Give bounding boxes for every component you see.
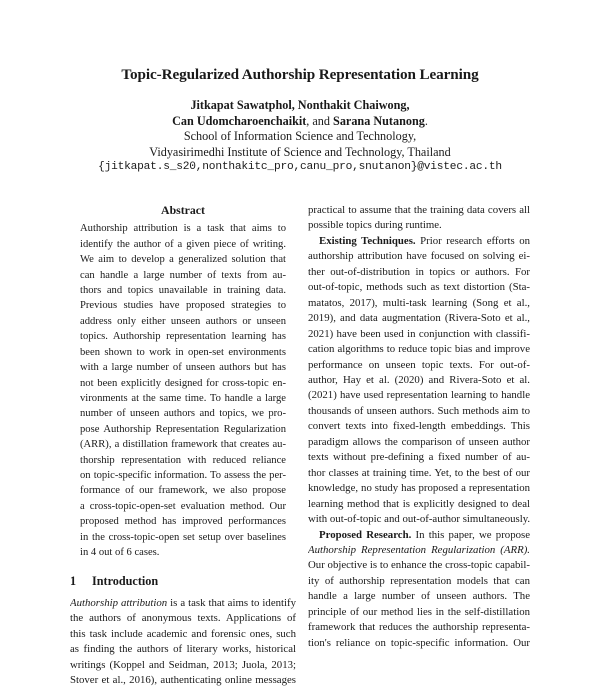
abstract-line: number of unseen authors and topics, we pro- [80, 408, 286, 420]
body-line: 2021) have been used in conjunction with classifi- [308, 327, 530, 340]
author-block [0, 98, 600, 176]
abstract-line: a cross-topic-open-set evaluation method. Our [80, 500, 286, 512]
author-name: Sarana Nutanong [333, 113, 425, 128]
authors-line-1: Jitkapat Sawatphol, Nonthakit Chaiwong, [190, 98, 410, 112]
body-line: convert texts into fixed-length embeddings. This [308, 420, 530, 433]
abstract-line: thors and topics unavailable in training data. [80, 285, 286, 297]
authors-line-2 [0, 114, 600, 130]
abstract-line: can handle a large number of texts from au- [80, 269, 286, 281]
abstract-line: formance of our framework, we also propose [80, 485, 286, 497]
author-separator: , and [306, 113, 334, 128]
abstract-line: thorship representation with reduced reliance [80, 454, 286, 466]
left-column [70, 203, 296, 689]
abstract-line: address only either unseen authors or unseen [80, 315, 286, 327]
affiliation-line-2: Vidyasirimedhi Institute of Science and Technology, Thailand [149, 144, 451, 159]
abstract-line: (ARR), a distillation framework that creates au- [80, 439, 286, 451]
intro-line: writings (Koppel and Seidman, 2013; Juola, 2013; [70, 658, 296, 671]
body-line: possible topics during runtime. [308, 219, 442, 232]
body-line: paradigm allows the comparison of unseen author [308, 435, 530, 448]
body-line: Our objective is to enhance the cross-topic capabil- [308, 559, 530, 572]
body-line: performance on unseen topic texts. For out-of- [308, 358, 530, 371]
body-line [308, 543, 530, 558]
introduction-body [70, 596, 296, 689]
body-line: author, Hay et al. (2020) and Rivera-Soto et al. [308, 373, 530, 386]
author-end: . [424, 113, 428, 128]
paper-title: Topic-Regularized Authorship Representation Learning [121, 66, 479, 83]
abstract-line: identify the author of a given piece of writing. [80, 238, 286, 250]
intro-line: the authors of anonymous texts. Applications of [70, 612, 296, 625]
abstract-line: pose Authorship Representation Regularization [80, 423, 286, 435]
body-line: out-of-topic, methods such as text distortion (Sta- [308, 281, 530, 294]
abstract-line: with a large number of unseen authors but has [80, 362, 286, 374]
abstract-line: in 4 out of 6 cases. [80, 546, 160, 558]
runin-heading: Proposed Research. [319, 528, 412, 541]
term-arr: Authorship Representation Regularization (ARR). [308, 543, 530, 556]
right-column [308, 203, 530, 651]
body-line: handle a large number of unseen authors. The [308, 590, 530, 603]
term-authorship-attribution: Authorship attribution [70, 596, 168, 609]
body-line: framework that reduces the authorship representa- [308, 621, 530, 634]
body-line: ther out-of-distribution in topics or authors. For [308, 265, 530, 278]
abstract-line: in the cross-topic-open set setup over baselines [80, 531, 286, 543]
abstract-line: Authorship attribution is a task that aims to [80, 223, 286, 235]
intro-line: this task include academic and forensic ones, such [70, 627, 296, 640]
author-name: Can Udomcharoenchaikit [172, 113, 307, 128]
abstract-line: proposed method has improved performances [80, 516, 286, 528]
abstract-line: been shown to work in open-set environments [80, 346, 286, 358]
affiliation-line-1: School of Information Science and Technology, [183, 129, 417, 143]
abstract-line: Previous studies have proposed strategies to [80, 300, 286, 312]
body-line: (2021) have used representation learning to handle [308, 389, 530, 402]
abstract-body [70, 221, 296, 560]
section-heading-introduction [70, 574, 296, 589]
section-number: 1 [70, 574, 77, 589]
body-line: 2019), and data augmentation (Rivera-Soto et al., [308, 312, 530, 325]
body-line: principle of our method lies in the self-distillation [308, 605, 530, 618]
section-title: Introduction [92, 574, 159, 589]
body-line: practical to assume that the training data covers all [308, 204, 530, 216]
body-line: texts without pre-defining a fixed number of au- [308, 451, 530, 464]
body-line: with out-of-topic and out-of-author simultaneously. [308, 513, 530, 526]
abstract-line: on topic-specific information. To assess the per- [80, 469, 286, 481]
body-line: cation algorithms to reduce topic bias and improve [308, 343, 530, 356]
abstract-line: vironments at the same time. To handle a large [80, 392, 286, 404]
body-line: tion's reliance on topic-specific information. Our [308, 636, 530, 649]
body-line: matatos, 2017), multi-task learning (Song et al., [308, 296, 530, 309]
author-emails: {jitkapat.s_s20,nonthakitc_pro,canu_pro,snutanon}@vistec.ac.th [98, 161, 502, 173]
abstract-heading: Abstract [161, 203, 205, 217]
body-line: learning method that is explicitly designed to deal [308, 497, 530, 510]
body-line: ity of authorship representation models that can [308, 574, 530, 587]
paragraph-proposed-research: Proposed Research. In this paper, we propose [319, 528, 530, 541]
body-line: knowledge, no study has proposed a representation [308, 482, 530, 495]
intro-line: as finding the authors of literary works, historical [70, 643, 296, 656]
abstract-line: We aim to develop a generalized solution that [80, 254, 286, 266]
intro-line: Stover et al., 2016), authenticating online messages [70, 674, 296, 687]
paragraph-existing-techniques: Existing Techniques. Prior research efforts on [319, 234, 530, 247]
intro-line: Authorship attribution is a task that aims to identify [70, 596, 296, 609]
runin-heading: Existing Techniques. [319, 234, 416, 247]
body-line: authorship attribution have focused on solving ei- [308, 250, 530, 263]
abstract-line: not been explicitly designed for cross-topic en- [80, 377, 286, 389]
abstract-line: topics. Authorship representation learning has [80, 331, 286, 343]
body-line: thor classes at training time. Yet, to the best of our [308, 466, 530, 479]
body-line: thousands of unseen authors. Such methods aim to [308, 404, 530, 417]
